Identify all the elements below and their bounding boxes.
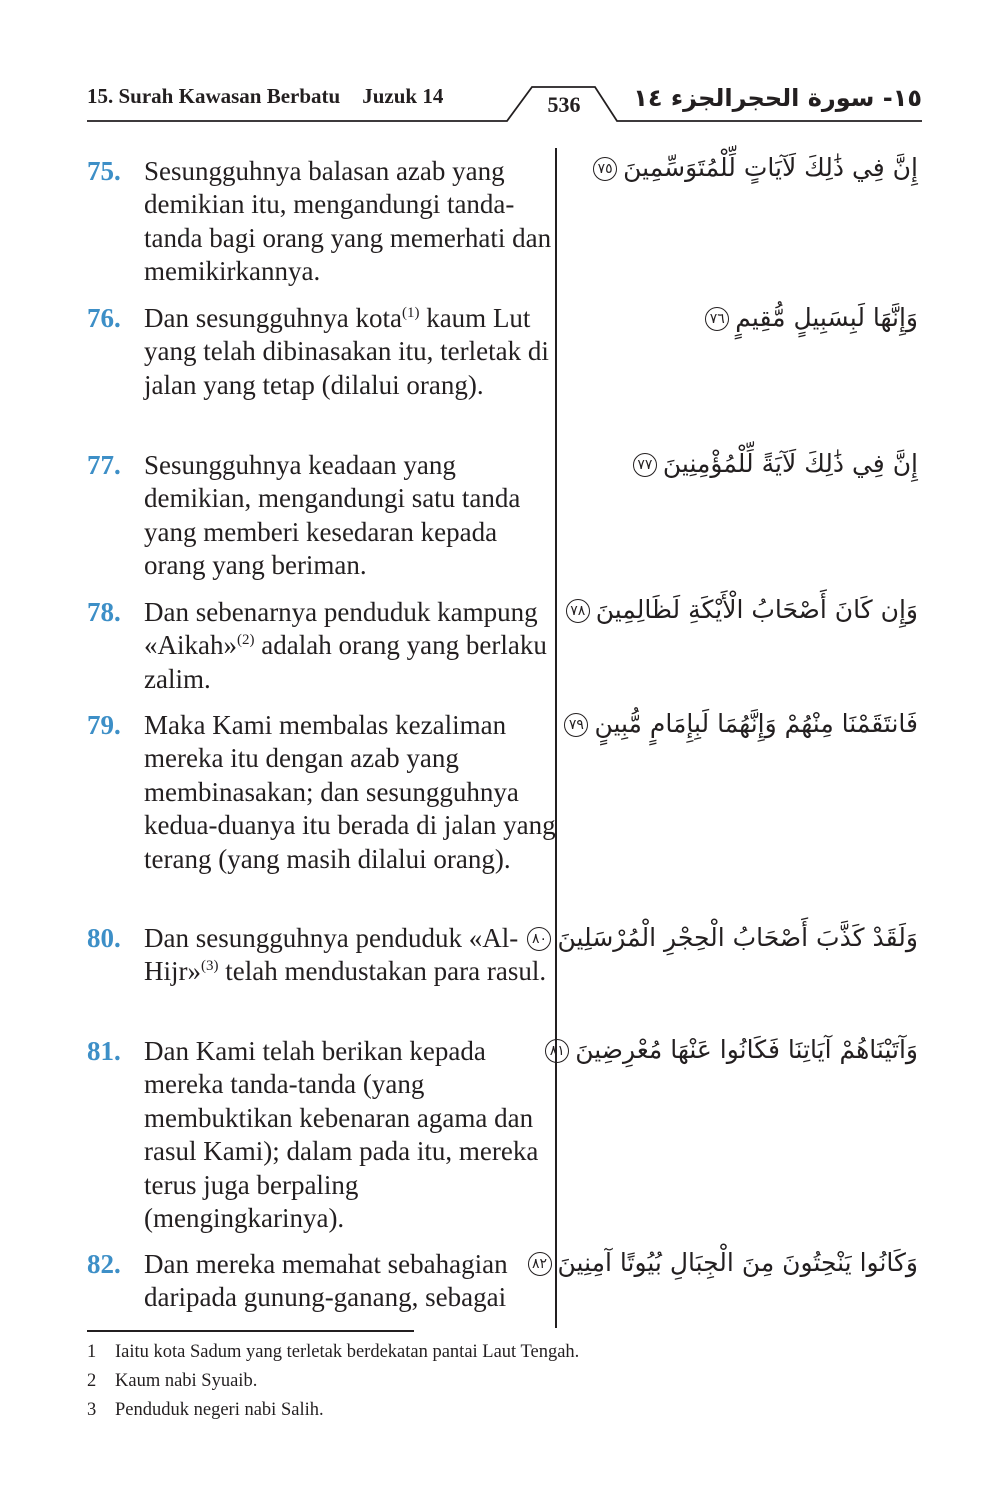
verse-translation-78 [87, 596, 557, 696]
verse-arabic-77 [588, 446, 918, 482]
verse-translation-75 [87, 155, 557, 289]
footnote-item [87, 1338, 922, 1367]
footnote-text: Iaitu kota Sadum yang terletak berdekatan pantai Laut Tengah. [115, 1342, 580, 1362]
ayah-end-marker: ٨٢ [528, 1252, 552, 1276]
verse-text: Sesungguhnya balasan azab yang demikian itu, mengandungi tanda-tanda bagi orang yang memerhati dan memikirkannya. [144, 156, 552, 287]
header-left [87, 84, 443, 109]
verse-number: 78. [87, 597, 121, 627]
verse-arabic-76 [588, 300, 918, 336]
juz-label-arabic: الجزء ١٤ [633, 84, 733, 112]
verse-translation-77 [87, 449, 557, 583]
verse-number: 75. [87, 156, 121, 186]
verse-number: 76. [87, 303, 121, 333]
verse-text: Maka Kami membalas kezaliman mereka itu dengan azab yang membinasakan; dan sesungguhnya kedua-duanya itu berada di jalan yang terang (yang masih dilalui orang). [144, 710, 556, 874]
footnote-ref: (2) [236, 632, 255, 649]
arabic-text: وَإِن كَانَ أَصْحَابُ الْأَيْكَةِ لَظَالِمِينَ [595, 595, 918, 624]
ayah-end-marker: ٧٦ [705, 307, 729, 331]
verse-text-part: telah mendustakan para rasul. [218, 956, 547, 987]
arabic-text: فَانتَقَمْنَا مِنْهُمْ وَإِنَّهُمَا لَبِإِمَامٍ مُّبِينٍ [594, 709, 918, 738]
verse-text-part: Dan sebenarnya penduduk kampung «Aikah» [144, 597, 538, 661]
arabic-text: إِنَّ فِي ذَٰلِكَ لَآيَاتٍ لِّلْمُتَوَسِّمِينَ [623, 153, 918, 182]
verse-text-part: Dan sesungguhnya penduduk «Al-Hijr» [144, 923, 519, 987]
verse-text [144, 302, 557, 402]
verse-text-part: Dan sesungguhnya kota [144, 303, 402, 333]
verse-translation-81 [87, 1035, 557, 1235]
header-right [563, 84, 922, 112]
verse-arabic-79 [568, 706, 918, 742]
verse-arabic-81 [549, 1032, 918, 1068]
page-header [87, 84, 922, 124]
ayah-end-marker: ٧٨ [566, 599, 590, 623]
ayah-end-marker: ٧٧ [633, 453, 657, 477]
verse-number: 81. [87, 1036, 121, 1066]
footnote-number: 1 [87, 1342, 97, 1362]
verse-text-part: kaum Lut yang telah dibinasakan itu, terletak di jalan yang tetap (dilalui orang). [144, 303, 549, 400]
arabic-text: وَإِنَّهَا لَبِسَبِيلٍ مُّقِيمٍ [735, 303, 918, 332]
verse-number: 80. [87, 923, 121, 953]
footnote-rule [87, 1330, 414, 1332]
footnote-text: Penduduk negeri nabi Salih. [115, 1400, 324, 1420]
arabic-text: وَآتَيْنَاهُمْ آيَاتِنَا فَكَانُوا عَنْهَا مُعْرِضِينَ [575, 1035, 918, 1064]
footnote-ref: (3) [201, 958, 219, 975]
verse-text: Dan Kami telah berikan kepada mereka tanda-tanda (yang membuktikan kebenaran agama dan rasul Kami); dalam pada itu, mereka terus juga berpaling (mengingkarinya). [144, 1036, 539, 1234]
verse-arabic-78 [570, 592, 918, 628]
surah-title-arabic: ١٥- سورة الحجر [732, 84, 922, 112]
ayah-end-marker: ٨١ [545, 1039, 569, 1063]
arabic-text: وَكَانُوا يَنْحِتُونَ مِنَ الْجِبَالِ بُيُوتًا آمِنِينَ [557, 1248, 918, 1277]
juz-label-latin: Juzuk 14 [362, 84, 444, 108]
ayah-end-marker: ٨٠ [527, 927, 551, 951]
page-number: 536 [547, 92, 581, 117]
footnotes [87, 1338, 922, 1425]
verse-translation-76 [87, 302, 557, 402]
verse-text [144, 922, 557, 989]
footnote-text: Kaum nabi Syuaib. [115, 1371, 258, 1391]
verse-translation-80 [87, 922, 557, 989]
verse-arabic-75 [588, 150, 918, 186]
footnote-number: 3 [87, 1400, 97, 1420]
ayah-end-marker: ٧٩ [564, 713, 588, 737]
footnote-item [87, 1396, 922, 1425]
verse-translation-82 [87, 1248, 557, 1315]
arabic-text: وَلَقَدْ كَذَّبَ أَصْحَابُ الْحِجْرِ الْمُرْسَلِينَ [557, 923, 918, 952]
arabic-text: إِنَّ فِي ذَٰلِكَ لَآيَةً لِّلْمُؤْمِنِينَ [662, 449, 918, 478]
verse-number: 79. [87, 710, 121, 740]
verse-number: 82. [87, 1249, 121, 1279]
ayah-end-marker: ٧٥ [593, 157, 617, 181]
footnote-ref: (1) [401, 305, 420, 321]
verse-arabic-80 [531, 920, 918, 956]
surah-title-latin: 15. Surah Kawasan Berbatu [87, 84, 341, 108]
verse-translation-79 [87, 709, 557, 876]
verse-arabic-82 [531, 1245, 918, 1281]
footnote-number: 2 [87, 1371, 97, 1391]
verse-text [144, 596, 557, 696]
verse-text: Dan mereka memahat sebahagian daripada gunung-ganang, sebagai [144, 1249, 508, 1313]
footnote-item [87, 1367, 922, 1396]
verse-number: 77. [87, 450, 121, 480]
verse-text-part: adalah orang yang berlaku zalim. [144, 630, 547, 694]
verse-text: Sesungguhnya keadaan yang demikian, mengandungi satu tanda yang memberi kesedaran kepada orang yang beriman. [144, 450, 521, 581]
